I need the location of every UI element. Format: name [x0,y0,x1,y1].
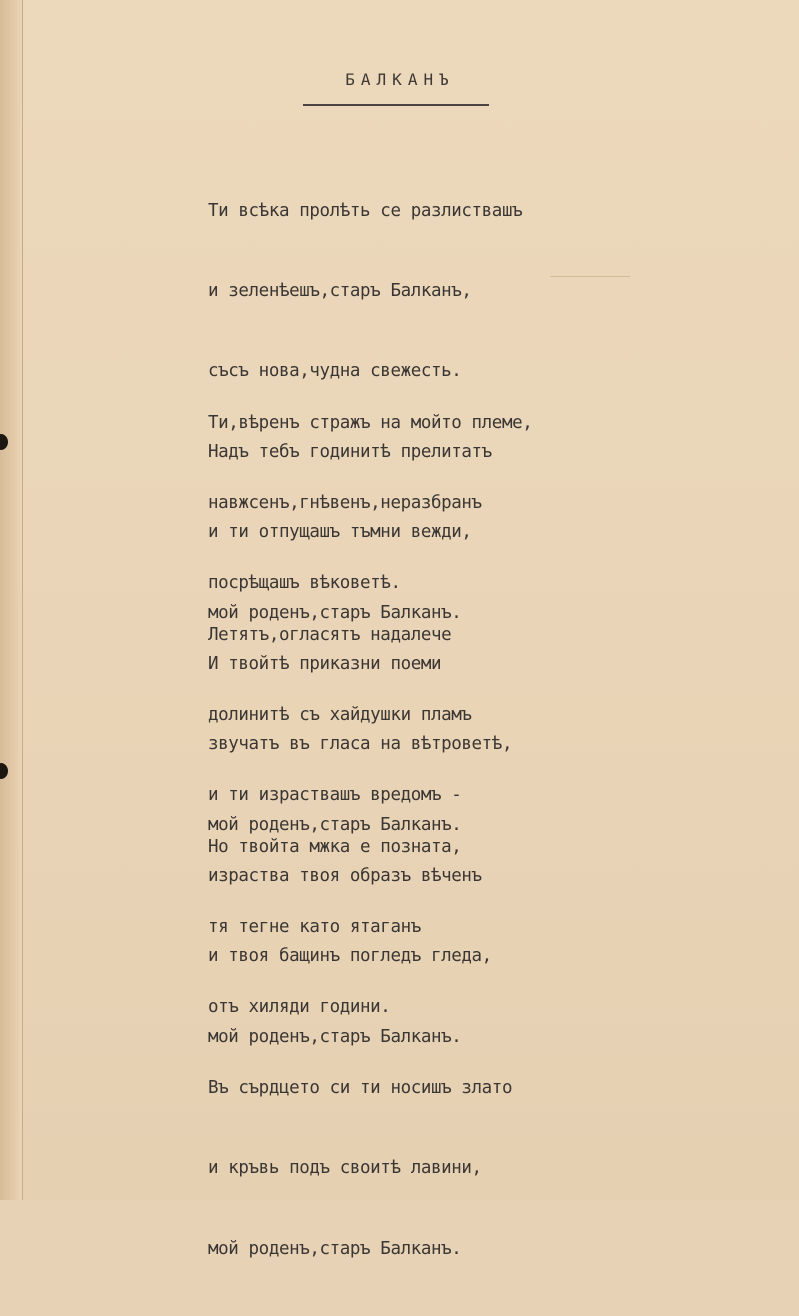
poem-title: БАЛКАНЪ [345,70,455,89]
paper-crease [550,276,630,277]
stanza-line: и твоя бащинъ погледъ гледа, [208,946,492,967]
stanza-line: тя тегне като ятаганъ [208,916,421,937]
stanza-line: и ти израствашъ вредомъ - [208,785,462,806]
stanza-line: звучатъ въ гласа на вѣтроветѣ, [208,734,513,755]
stanza-line: Надъ тебъ годинитѣ прелитатъ [208,441,492,462]
stanza-line: И твойтѣ приказни поеми [208,653,442,674]
stanza-line: мой роденъ,старъ Балканъ. [208,1026,462,1047]
stanza-line: Ти всѣка пролѣть се разлиствашъ [208,200,523,221]
title-underline [303,104,489,106]
stanza-line: отъ хиляди години. [208,997,391,1018]
stanza-line: Ти,вѣренъ стражъ на мойто племе, [208,412,533,433]
stanza-line: Въ сърдцето си ти носишъ злато [208,1077,513,1098]
stanza-line: и ти отпущашъ тъмни вежди, [208,522,472,543]
stanza-line: Но твойта мжка е позната, [208,836,462,857]
stanza-line: съсъ нова,чудна свежесть. [208,361,462,382]
stanza-line: и зеленѣешъ,старъ Балканъ, [208,280,472,301]
stanza-line: мой роденъ,старъ Балканъ. [208,1238,462,1259]
stanza-line: израства твоя образъ вѣченъ [208,865,482,886]
stanza-line: долинитѣ съ хайдушки пламъ [208,704,472,725]
stanza-line: посрѣщашъ вѣковетѣ. [208,573,401,594]
stanza-4 [208,780,512,1316]
stanza-line: мой роденъ,старъ Балканъ. [208,814,462,835]
stanza-line: мой роденъ,старъ Балканъ. [208,602,462,623]
binding-edge [0,0,23,1200]
stanza-line: и кръвь подъ своитѣ лавини, [208,1158,482,1179]
stanza-line: Летятъ,огласятъ надалече [208,624,452,645]
stanza-line: навжсенъ,гнѣвенъ,неразбранъ [208,492,482,513]
